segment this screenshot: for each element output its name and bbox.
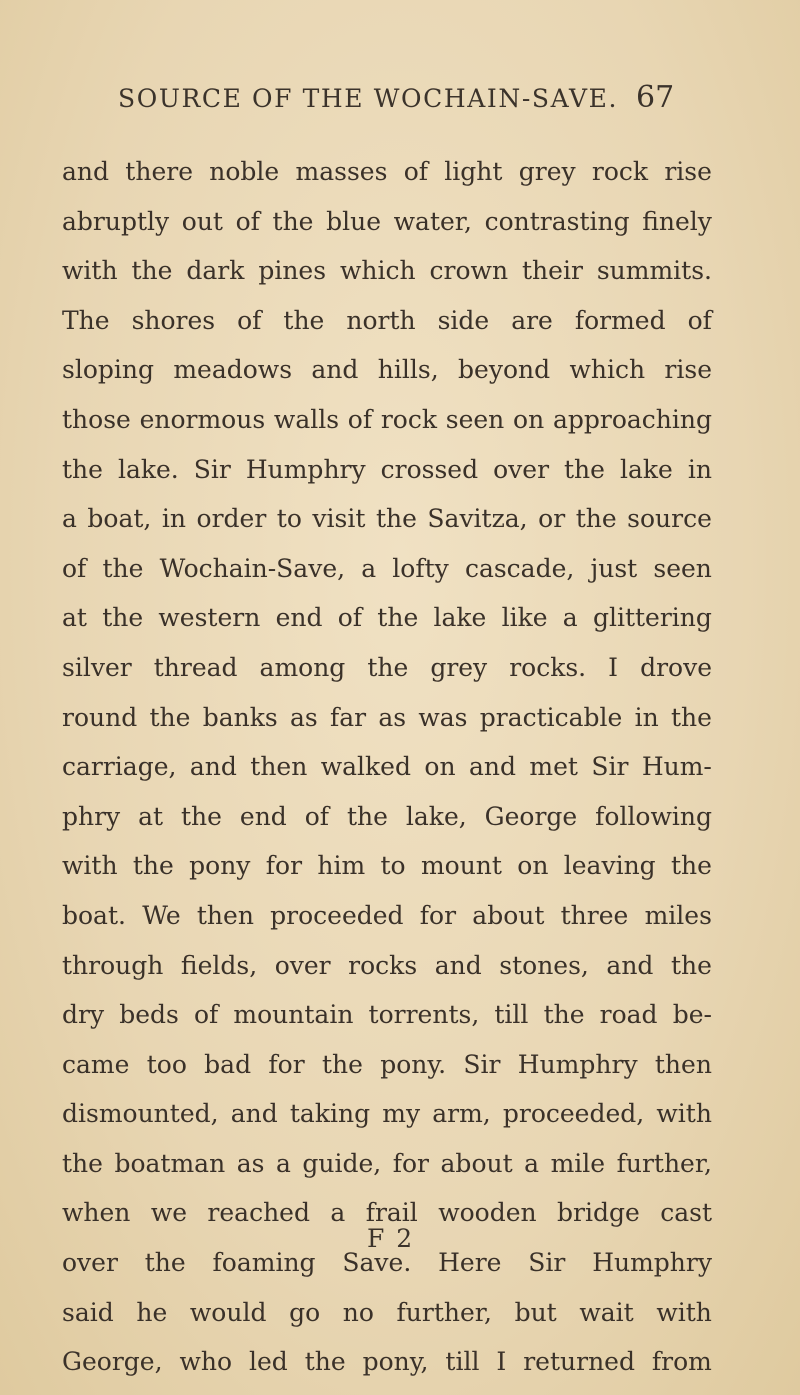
- word: Sir: [193, 454, 231, 484]
- word: and: [62, 157, 110, 186]
- word: the: [149, 702, 191, 732]
- text-line: [62, 205, 712, 255]
- word: on: [424, 752, 456, 782]
- word: end: [239, 801, 287, 831]
- word: wooden: [438, 1198, 537, 1228]
- word: reached: [207, 1198, 310, 1228]
- word: as: [378, 702, 407, 732]
- word: too: [146, 1049, 187, 1079]
- word: grey: [518, 157, 576, 186]
- word: beyond: [458, 355, 551, 385]
- word: said: [62, 1297, 114, 1327]
- word: I: [608, 652, 619, 682]
- word: Sir: [591, 752, 629, 782]
- word: their: [522, 256, 583, 286]
- word: road: [599, 1000, 658, 1030]
- word: like: [501, 603, 548, 633]
- word: lake.: [117, 454, 179, 484]
- text-line: [62, 998, 712, 1048]
- word: mile: [550, 1148, 606, 1178]
- word: stones,: [499, 950, 589, 980]
- word: light: [444, 157, 503, 186]
- word: for: [419, 900, 457, 930]
- text-line: [62, 155, 712, 205]
- word: far: [329, 702, 367, 732]
- word: finely: [642, 206, 712, 236]
- word: a: [330, 1198, 346, 1228]
- word: those: [62, 404, 131, 434]
- word: Wochain-Save,: [159, 553, 346, 583]
- word: the: [132, 851, 174, 881]
- word: meadows: [173, 355, 293, 385]
- word: then: [196, 900, 254, 930]
- word: the: [304, 1347, 346, 1377]
- word: which: [569, 355, 646, 385]
- word: Savitza,: [427, 504, 528, 534]
- word: returned: [523, 1347, 635, 1377]
- text-line: [62, 601, 712, 651]
- word: visit: [312, 504, 366, 534]
- word: we: [150, 1198, 188, 1228]
- word: We: [142, 900, 181, 930]
- text-line: [62, 304, 712, 354]
- word: glittering: [592, 603, 712, 633]
- word: then: [654, 1049, 712, 1079]
- word: rocks.: [509, 652, 587, 682]
- word: the: [181, 801, 222, 831]
- text-line: [62, 502, 712, 552]
- word: the: [102, 603, 144, 633]
- word: lake: [433, 603, 487, 633]
- word: be-: [672, 1000, 712, 1030]
- word: frail: [365, 1198, 418, 1228]
- word: led: [248, 1347, 288, 1377]
- word: taking: [289, 1099, 371, 1129]
- word: summits.: [596, 256, 712, 286]
- word: in: [687, 454, 712, 484]
- word: western: [158, 603, 261, 633]
- word: the: [144, 1248, 186, 1278]
- word: of: [235, 206, 260, 236]
- word: cast: [660, 1198, 712, 1228]
- word: round: [62, 702, 138, 732]
- word: lake: [619, 454, 673, 484]
- word: three: [560, 900, 629, 930]
- text-line: [62, 949, 712, 999]
- word: rock: [380, 404, 438, 434]
- word: mount: [420, 851, 502, 881]
- word: lake,: [405, 801, 467, 831]
- word: as: [289, 702, 318, 732]
- word: which: [340, 256, 416, 286]
- word: water,: [393, 206, 472, 236]
- text-line: [62, 1097, 712, 1147]
- word: dark: [186, 256, 245, 286]
- word: rocks: [348, 950, 418, 980]
- word: of: [193, 1000, 219, 1030]
- word: lofty: [392, 553, 449, 583]
- text-line: [62, 552, 712, 602]
- text-line: [62, 651, 712, 701]
- text-line: [62, 849, 712, 899]
- word: on: [517, 851, 549, 881]
- word: the: [543, 1000, 585, 1030]
- word: the: [131, 256, 173, 286]
- word: proceeded: [270, 900, 404, 930]
- word: Hum-: [641, 752, 712, 782]
- word: and: [468, 752, 516, 782]
- word: to: [380, 851, 406, 881]
- word: abruptly: [62, 206, 170, 236]
- word: through: [62, 950, 164, 980]
- word: to: [276, 504, 302, 534]
- word: phry: [62, 801, 121, 831]
- word: rise: [664, 157, 712, 186]
- word: a: [275, 1148, 291, 1178]
- signature-mark: F 2: [367, 1224, 415, 1253]
- word: side: [437, 305, 490, 335]
- word: of: [237, 305, 262, 335]
- word: the: [375, 504, 417, 534]
- text-line: [62, 403, 712, 453]
- word: about: [472, 900, 545, 930]
- word: arm,: [432, 1099, 491, 1129]
- word: at: [138, 801, 164, 831]
- word: mountain: [233, 1000, 354, 1030]
- word: pony.: [380, 1049, 447, 1079]
- word: grey: [430, 652, 488, 682]
- word: him: [317, 851, 366, 881]
- word: banks: [202, 702, 278, 732]
- word: met: [529, 752, 578, 782]
- word: over: [62, 1248, 118, 1278]
- word: would: [189, 1297, 267, 1327]
- word: came: [62, 1049, 130, 1079]
- word: blue: [326, 206, 382, 236]
- word: dry: [62, 1000, 105, 1030]
- word: among: [259, 652, 346, 682]
- word: over: [493, 454, 550, 484]
- word: or: [538, 504, 566, 534]
- word: leaving: [563, 851, 656, 881]
- page-header: [0, 72, 800, 122]
- word: bridge: [557, 1198, 640, 1228]
- text-line: [62, 800, 712, 850]
- word: boat.: [62, 900, 126, 930]
- word: and: [189, 752, 237, 782]
- word: bad: [204, 1049, 252, 1079]
- word: a: [361, 553, 377, 583]
- page-number: 67: [636, 80, 675, 115]
- word: with: [62, 256, 118, 286]
- word: guide,: [302, 1148, 382, 1178]
- word: pony,: [362, 1347, 429, 1377]
- word: formed: [574, 305, 666, 335]
- word: of: [304, 801, 330, 831]
- word: end: [275, 603, 323, 633]
- word: sloping: [62, 355, 154, 385]
- word: Humphry: [592, 1248, 712, 1278]
- word: pines: [258, 256, 327, 286]
- word: with: [62, 851, 118, 881]
- word: a: [62, 504, 77, 534]
- word: Sir: [463, 1049, 501, 1079]
- word: enormous: [139, 404, 266, 434]
- word: and: [606, 950, 654, 980]
- word: crown: [429, 256, 509, 286]
- word: go: [289, 1297, 321, 1327]
- body-text: [62, 155, 712, 1395]
- word: thread: [153, 652, 238, 682]
- word: with: [656, 1099, 712, 1129]
- word: and: [434, 950, 482, 980]
- word: was: [418, 702, 468, 732]
- word: from: [651, 1347, 712, 1377]
- word: at: [62, 603, 87, 633]
- word: Save.: [342, 1248, 412, 1278]
- word: boat,: [87, 504, 152, 534]
- word: shores: [131, 305, 216, 335]
- word: he: [136, 1297, 168, 1327]
- text-line: [62, 750, 712, 800]
- text-line: [62, 701, 712, 751]
- word: the: [347, 801, 388, 831]
- word: the: [272, 206, 314, 236]
- word: I: [496, 1347, 507, 1377]
- word: there: [125, 157, 193, 186]
- word: approaching: [552, 404, 712, 434]
- word: the: [575, 504, 617, 534]
- word: Humphry: [245, 454, 366, 484]
- text-line: [62, 453, 712, 503]
- word: but: [514, 1297, 557, 1327]
- text-line: [62, 353, 712, 403]
- word: of: [347, 404, 373, 434]
- word: boatman: [114, 1148, 226, 1178]
- word: just: [590, 553, 638, 583]
- word: miles: [644, 900, 712, 930]
- word: the: [671, 851, 712, 881]
- word: on: [513, 404, 545, 434]
- word: in: [634, 702, 659, 732]
- word: hills,: [377, 355, 439, 385]
- word: the: [321, 1049, 363, 1079]
- word: practicable: [479, 702, 623, 732]
- word: of: [403, 157, 429, 186]
- word: seen: [445, 404, 505, 434]
- word: who: [179, 1347, 233, 1377]
- word: in: [161, 504, 186, 534]
- word: till: [445, 1347, 480, 1377]
- running-head: SOURCE OF THE WOCHAIN-SAVE.: [118, 84, 619, 113]
- word: rise: [664, 355, 712, 385]
- word: source: [627, 504, 712, 534]
- word: north: [346, 305, 416, 335]
- word: of: [62, 553, 87, 583]
- text-line: [62, 1246, 712, 1296]
- word: masses: [295, 157, 388, 186]
- word: for: [265, 851, 303, 881]
- text-line: [62, 1296, 712, 1346]
- word: my: [382, 1099, 421, 1129]
- word: then: [250, 752, 308, 782]
- word: the: [377, 603, 419, 633]
- word: and: [311, 355, 359, 385]
- word: about: [440, 1148, 513, 1178]
- word: pony: [189, 851, 251, 881]
- word: rock: [591, 157, 649, 186]
- word: as: [236, 1148, 265, 1178]
- word: a: [524, 1148, 540, 1178]
- word: the: [564, 454, 605, 484]
- word: the: [367, 652, 409, 682]
- text-line: [62, 254, 712, 304]
- word: the: [62, 454, 103, 484]
- text-line: [62, 1147, 712, 1197]
- word: dismounted,: [62, 1099, 219, 1129]
- word: Here: [438, 1248, 502, 1278]
- text-line: [62, 899, 712, 949]
- word: order: [196, 504, 267, 534]
- word: Humphry: [517, 1049, 638, 1079]
- word: foaming: [212, 1248, 316, 1278]
- word: and: [230, 1099, 278, 1129]
- word: George: [484, 801, 578, 831]
- word: when: [62, 1198, 131, 1228]
- word: the: [670, 950, 712, 980]
- word: are: [511, 305, 553, 335]
- word: for: [268, 1049, 305, 1079]
- word: contrasting: [484, 206, 630, 236]
- word: a: [562, 603, 578, 633]
- word: the: [671, 702, 712, 732]
- word: with: [656, 1297, 712, 1327]
- word: proceeded,: [502, 1099, 645, 1129]
- word: cascade,: [464, 553, 575, 583]
- word: beds: [119, 1000, 179, 1030]
- word: no: [342, 1297, 374, 1327]
- word: further,: [396, 1297, 492, 1327]
- word: The: [62, 305, 110, 335]
- word: wait: [579, 1297, 634, 1327]
- text-line: [62, 1048, 712, 1098]
- word: fields,: [180, 950, 258, 980]
- word: for: [392, 1148, 430, 1178]
- word: the: [283, 305, 325, 335]
- word: Sir: [528, 1248, 566, 1278]
- word: of: [687, 305, 712, 335]
- word: walls: [273, 404, 340, 434]
- word: silver: [62, 652, 132, 682]
- word: out: [181, 206, 223, 236]
- word: George,: [62, 1347, 163, 1377]
- word: crossed: [380, 454, 479, 484]
- word: the: [102, 553, 144, 583]
- word: the: [62, 1148, 103, 1178]
- word: over: [274, 950, 331, 980]
- word: further,: [616, 1148, 712, 1178]
- word: torrents,: [368, 1000, 480, 1030]
- word: noble: [209, 157, 280, 186]
- word: of: [337, 603, 363, 633]
- word: drove: [640, 652, 712, 682]
- word: walked: [320, 752, 411, 782]
- word: carriage,: [62, 752, 177, 782]
- word: till: [494, 1000, 529, 1030]
- word: seen: [653, 553, 712, 583]
- word: following: [595, 801, 712, 831]
- text-line: [62, 1345, 712, 1395]
